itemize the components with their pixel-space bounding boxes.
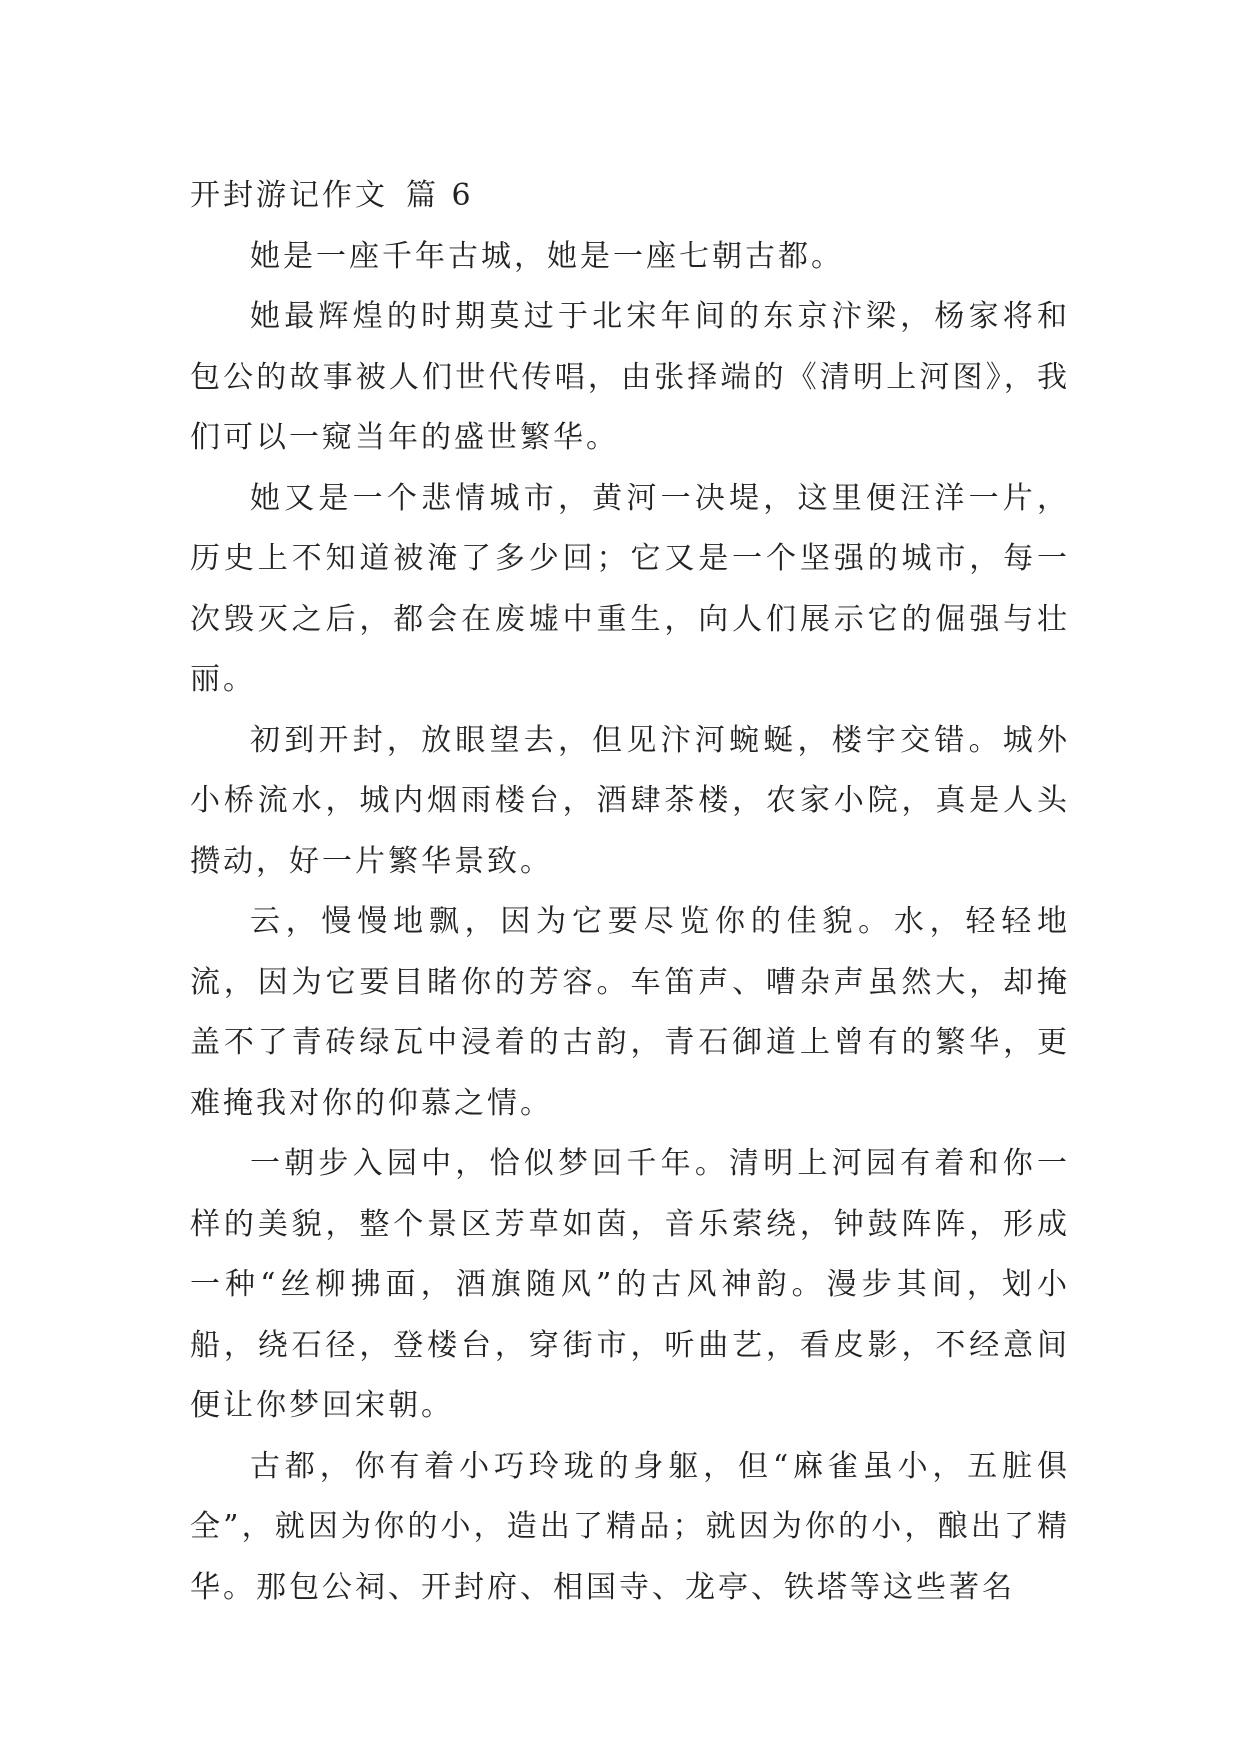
paragraph: 云，慢慢地飘，因为它要尽览你的佳貌。水，轻轻地流，因为它要目睹你的芳容。车笛声、嘈杂声虽然大，却掩盖不了青砖绿瓦中浸着的古韵，青石御道上曾有的繁华，更难掩我对你的仰慕之情。 <box>190 904 1070 1121</box>
paragraph: 她最辉煌的时期莫过于北宋年间的东京汴梁，杨家将和包公的故事被人们世代传唱，由张择端的《清明上河图》，我们可以一窥当年的盛世繁华。 <box>190 299 1070 455</box>
paragraph: 初到开封，放眼望去，但见汴河蜿蜒，楼宇交错。城外小桥流水，城内烟雨楼台，酒肆茶楼，农家小院，真是人头攒动，好一片繁华景致。 <box>190 722 1070 879</box>
section-label: 篇 6 <box>406 178 474 213</box>
paragraph: 古都，你有着小巧玲珑的身躯，但“麻雀虽小，五脏俱全”，就因为你的小，造出了精品；就因为你的小，酿出了精华。那包公祠、开封府、相国寺、龙亭、铁塔等这些著名 <box>190 1448 1070 1605</box>
paragraph: 她是一座千年古城，她是一座七朝古都。 <box>250 238 844 274</box>
paragraph: 一朝步入园中，恰似梦回千年。清明上河园有着和你一样的美貌，整个景区芳草如茵，音乐萦绕，钟鼓阵阵，形成一种“丝柳拂面，酒旗随风”的古风神韵。漫步其间，划小船，绕石径，登楼台，穿街市，听曲艺，看皮影，不经意间便让你梦回宋朝。 <box>190 1146 1070 1423</box>
document-title <box>190 166 1070 227</box>
paragraph: 她又是一个悲情城市，黄河一决堤，这里便汪洋一片，历史上不知道被淹了多少回；它又是一个坚强的城市，每一次毁灭之后，都会在废墟中重生，向人们展示它的倔强与壮丽。 <box>190 480 1070 697</box>
title-text: 开封游记作文 <box>190 178 388 213</box>
document-body <box>190 166 1070 1618</box>
